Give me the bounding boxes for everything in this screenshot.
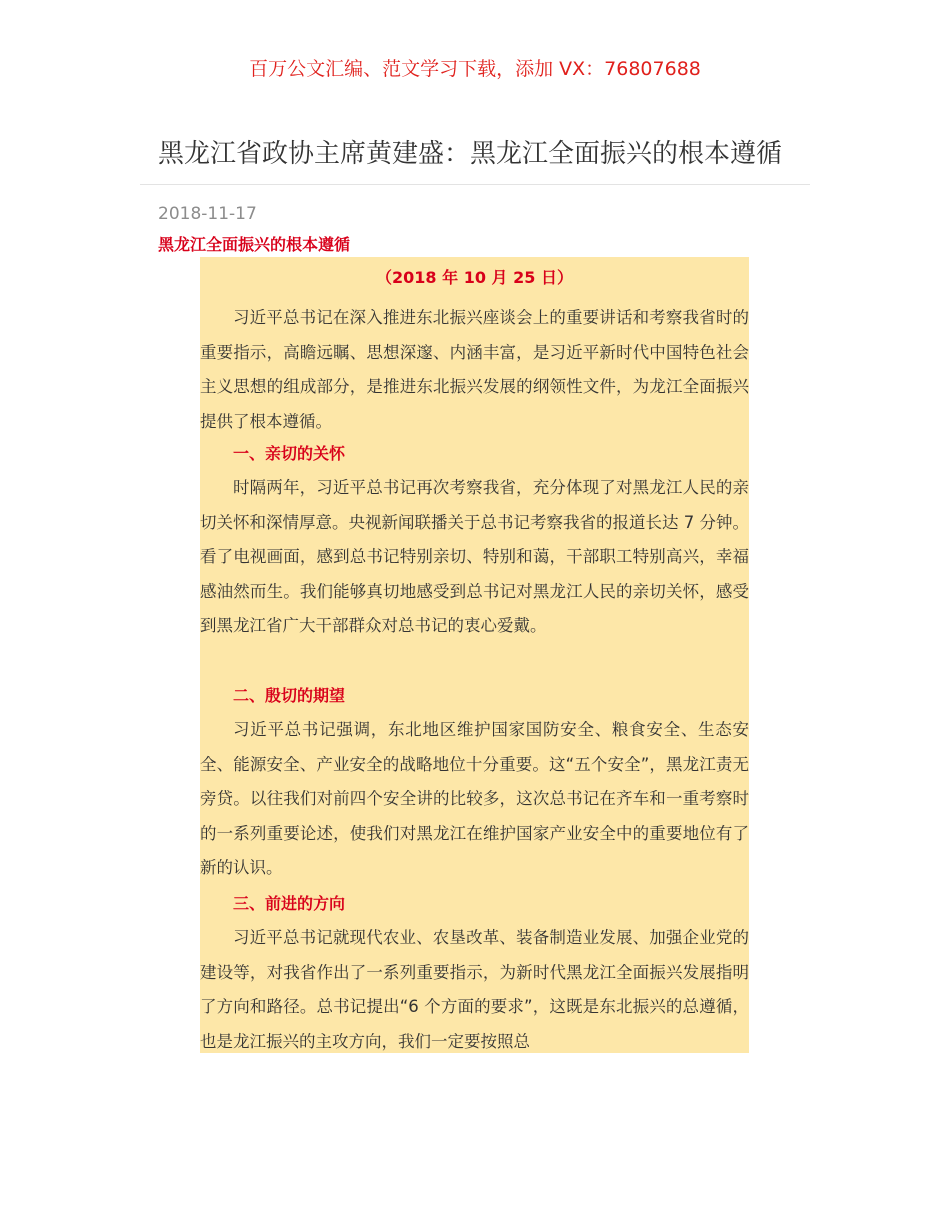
article-title: 黑龙江省政协主席黄建盛：黑龙江全面振兴的根本遵循	[158, 139, 783, 169]
title-divider	[140, 184, 810, 185]
intro-paragraph: 习近平总书记在深入推进东北振兴座谈会上的重要讲话和考察我省时的重要指示，高瞻远瞩、思想深邃、内涵丰富，是习近平新时代中国特色社会主义思想的组成部分，是推进东北振兴发展的纲领性文件，为龙江全面振兴提供了根本遵循。	[200, 308, 749, 431]
speech-date: （2018 年 10 月 25 日）	[376, 268, 573, 287]
article-body	[200, 257, 749, 1053]
section-paragraph-3: 习近平总书记就现代农业、农垦改革、装备制造业发展、加强企业党的建设等，对我省作出了一系列重要指示，为新时代黑龙江全面振兴发展指明了方向和路径。总书记提出“6 个方面的要求”，这既是东北振兴的总遵循，也是龙江振兴的主攻方向，我们一定要按照总	[200, 928, 749, 1051]
section-paragraph-2: 习近平总书记强调，东北地区维护国家国防安全、粮食安全、生态安全、能源安全、产业安全的战略地位十分重要。这“五个安全”，黑龙江责无旁贷。以往我们对前四个安全讲的比较多，这次总书记在齐车和一重考察时的一系列重要论述，使我们对黑龙江在维护国家产业安全中的重要地位有了新的认识。	[200, 720, 749, 877]
promo-banner: 百万公文汇编、范文学习下载，添加 VX：76807688	[249, 58, 701, 80]
article-subtitle: 黑龙江全面振兴的根本遵循	[158, 235, 351, 254]
section-heading-1: 一、亲切的关怀	[233, 444, 346, 463]
section-heading-2: 二、殷切的期望	[233, 686, 346, 705]
section-heading-3: 三、前进的方向	[233, 894, 346, 913]
publish-date: 2018-11-17	[158, 204, 257, 224]
section-paragraph-1: 时隔两年，习近平总书记再次考察我省，充分体现了对黑龙江人民的亲切关怀和深情厚意。央视新闻联播关于总书记考察我省的报道长达 7 分钟。看了电视画面，感到总书记特别亲切、特别和蔼，干部职工特别高兴，幸福感油然而生。我们能够真切地感受到总书记对黑龙江人民的亲切关怀，感受到黑龙江省广大干部群众对总书记的衷心爱戴。	[200, 478, 749, 635]
